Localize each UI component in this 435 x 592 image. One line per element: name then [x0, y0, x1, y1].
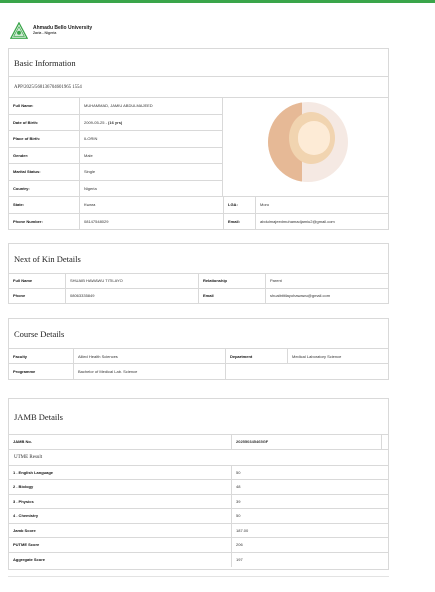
university-name: Ahmadu Bello University: [33, 25, 93, 32]
field-label: Phone: [13, 293, 26, 299]
phone-value: 08147548029: [79, 214, 223, 231]
course-details-section: [8, 318, 389, 380]
subject-score: 39: [231, 495, 388, 509]
field-label: PUTME Score: [13, 542, 40, 548]
age-value: (16 yrs): [108, 119, 123, 125]
field-label: LGA:: [223, 197, 255, 213]
jamb-details-section: [8, 398, 389, 570]
email-value: abdulmajeedmuhamadjamiu2@gmail.com: [255, 214, 388, 231]
field-label: Email: [198, 289, 265, 304]
faculty-row: [9, 349, 388, 364]
pob-value: ILORIN: [79, 131, 222, 147]
subject-row: [9, 509, 388, 524]
field-label: Jamb Score: [13, 527, 36, 533]
state-value: Kwara: [79, 197, 223, 213]
gender-row: [9, 148, 222, 165]
country-row: [9, 181, 222, 198]
field-label: Phone Number:: [13, 219, 43, 225]
country-value: Nigeria: [79, 181, 222, 198]
pob-row: [9, 131, 222, 148]
field-label: Full Name:: [13, 103, 34, 109]
kin-phone-row: [9, 289, 388, 304]
full-name-row: [9, 98, 222, 115]
putme-score-value: 206: [231, 538, 388, 552]
putme-score-row: [9, 538, 388, 553]
subject-score: 50: [231, 466, 388, 480]
empty-cell: [381, 435, 388, 449]
marital-row: [9, 164, 222, 181]
aggregate-score-value: 197: [231, 553, 388, 568]
full-name-value: MUHAMMAD, JAMIU ABDULMAJEED: [79, 98, 222, 114]
section-title: JAMB Details: [9, 399, 388, 435]
basic-information-section: [8, 48, 389, 230]
section-title: Course Details: [9, 319, 388, 349]
next-of-kin-section: [8, 243, 389, 304]
university-location: Zaria - Nigeria: [33, 30, 57, 35]
empty-cell: [225, 364, 388, 379]
faculty-value: Allied Health Sciences: [73, 349, 225, 363]
field-label: Gender:: [13, 152, 29, 158]
passport-photo-cell: [223, 98, 388, 196]
field-label: Email:: [223, 214, 255, 231]
dob-value: 2009-05-25 - (16 yrs): [79, 115, 222, 131]
kin-relationship-value: Parent: [265, 274, 388, 288]
state-row: [9, 197, 388, 214]
field-label: Relationship: [198, 274, 265, 288]
jamb-number-value: 202550345465GF: [231, 435, 381, 449]
top-accent-bar: [0, 0, 435, 3]
abu-crest-icon: [10, 22, 28, 40]
kin-email-value: shuaibtitilayohawawu@gmail.com: [265, 289, 388, 304]
department-value: Medical Laboratory Science: [287, 349, 388, 363]
subject-score: 50: [231, 509, 388, 523]
field-label: JAMB No.: [13, 439, 32, 445]
marital-value: Single: [79, 164, 222, 180]
programme-row: [9, 364, 388, 379]
aggregate-score-row: [9, 553, 388, 568]
bottom-divider: [8, 576, 389, 577]
phone-row: [9, 214, 388, 231]
jamb-score-value: 187.00: [231, 524, 388, 538]
subject-name: 3 . Physics: [13, 498, 34, 504]
field-label: Aggregate Score: [13, 557, 46, 563]
subject-row: [9, 466, 388, 481]
kin-name-value: SHUAIB HAWAWU TITILAYO: [65, 274, 198, 288]
subject-row: [9, 480, 388, 495]
field-label: Country:: [13, 186, 30, 192]
passport-photo: [268, 102, 348, 182]
kin-phone-value: 08063335849: [65, 289, 198, 304]
jamb-score-row: [9, 524, 388, 539]
dob-row: [9, 115, 222, 132]
subject-score: 48: [231, 480, 388, 494]
section-title: Next of Kin Details: [9, 244, 388, 274]
dob-date: 2009-05-25: [84, 119, 105, 125]
field-label: Programme: [13, 369, 36, 374]
university-header: [10, 22, 92, 40]
section-title: Basic Information: [9, 49, 388, 77]
utme-result-title: UTME Result: [9, 450, 388, 466]
field-label: Department: [225, 349, 287, 363]
field-label: State:: [13, 202, 25, 208]
kin-name-row: [9, 274, 388, 289]
subject-name: 2 . Biology: [13, 484, 34, 490]
field-label: Faculty: [13, 353, 28, 359]
jamb-number-row: [9, 435, 388, 450]
subject-name: 4 . Chemistry: [13, 513, 39, 519]
subject-name: 1 . English Language: [13, 469, 54, 475]
gender-value: Male: [79, 148, 222, 164]
subject-row: [9, 495, 388, 510]
lga-value: Moro: [255, 197, 388, 213]
field-label: Full Name: [13, 278, 33, 284]
programme-value: Bachelor of Medical Lab. Science: [73, 364, 225, 379]
field-label: Marital Status:: [13, 169, 41, 175]
field-label: Place of Birth:: [13, 136, 41, 142]
application-number: APP/2025/568136704601965 1554: [9, 77, 388, 98]
field-label: Date of Birth:: [13, 119, 39, 125]
